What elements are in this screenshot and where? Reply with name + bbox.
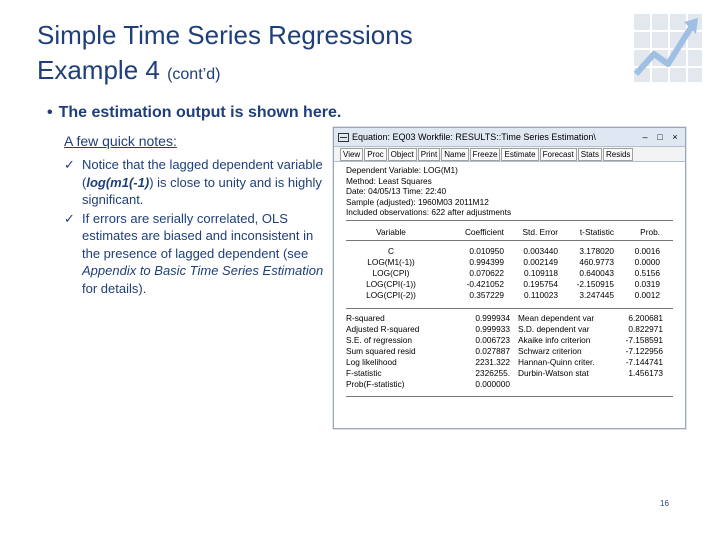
table-row [346, 279, 685, 290]
method: Method: Least Squares [346, 175, 432, 186]
col-prob: Prob. [640, 226, 660, 237]
stat-label: R-squared [346, 312, 385, 323]
cell-coefficient: -0.421052 [466, 278, 504, 289]
stat-label: S.E. of regression [346, 334, 412, 345]
date-time: Date: 04/05/13 Time: 22:40 [346, 186, 447, 196]
cell-t-statistic: 3.178020 [579, 245, 614, 256]
title-line-2: Example 4 [37, 55, 160, 85]
note2-pre: If errors are serially correlated, OLS estimates are biased and inconsistent in the presence of lagged dependent (see [82, 210, 314, 261]
stats-table [346, 313, 685, 390]
note1-emph: log(m1(-1) [86, 174, 150, 190]
maximize-button[interactable]: □ [657, 132, 663, 142]
cell-variable: LOG(CPI) [372, 267, 410, 278]
stat-value: 0.027887 [475, 345, 510, 356]
sample: Sample (adjusted): 1960M03 2011M12 [346, 196, 489, 207]
col-std-error: Std. Error [522, 226, 558, 237]
table-row [346, 368, 685, 379]
cell-prob: 0.5156 [634, 267, 660, 278]
chart-logo-icon [632, 12, 704, 84]
cell-variable: LOG(M1(-1)) [367, 256, 415, 267]
note1-post: ) is close to unity and is highly significant. [82, 174, 322, 207]
main-bullet [47, 104, 341, 122]
stat-label: S.D. dependent var [518, 323, 590, 334]
window-titlebar[interactable] [334, 128, 685, 147]
cell-prob: 0.0012 [634, 289, 660, 300]
proc-button[interactable]: Proc [364, 148, 386, 161]
title-suffix: (cont’d) [167, 66, 221, 83]
window-toolbar [334, 147, 685, 162]
stat-label: Mean dependent var [518, 312, 595, 323]
cell-variable: LOG(CPI(-1)) [366, 278, 416, 289]
page-number: 16 [660, 499, 669, 508]
cell-t-statistic: 0.640043 [579, 267, 614, 278]
table-row [346, 357, 685, 368]
note2-emph: Appendix to Basic Time Series Estimation [82, 263, 324, 278]
close-button[interactable]: × [672, 132, 678, 142]
table-row [346, 324, 685, 335]
table-row [346, 379, 685, 390]
stat-value: 2231.322 [475, 356, 510, 367]
print-button[interactable]: Print [418, 148, 440, 161]
stat-value [602, 379, 663, 390]
cell-std-error: 0.195754 [523, 278, 558, 289]
cell-std-error: 0.109118 [524, 267, 558, 278]
object-button[interactable]: Object [388, 148, 417, 161]
stat-label: Durbin-Watson stat [518, 367, 589, 378]
divider [346, 220, 673, 221]
divider [346, 396, 673, 397]
table-row [346, 257, 685, 268]
stat-value: -7.144741 [625, 356, 663, 367]
note-item [64, 210, 329, 298]
forecast-button[interactable]: Forecast [540, 148, 577, 161]
title-line-2-wrap [37, 53, 597, 92]
check-icon: ✓ [64, 210, 75, 226]
dependent-variable: Dependent Variable: LOG(M1) [346, 165, 458, 175]
note2-post: for details). [82, 280, 147, 296]
stat-label: Akaike info criterion [518, 334, 591, 345]
stat-value: 6.200681 [628, 312, 663, 323]
stat-value: 0.999933 [475, 323, 510, 334]
estimate-button[interactable]: Estimate [501, 148, 538, 161]
stat-value: 1.456173 [628, 367, 663, 378]
cell-t-statistic: 460.9773 [579, 256, 614, 267]
resids-button[interactable]: Resids [603, 148, 633, 161]
stat-value: 0.000000 [475, 378, 510, 389]
coef-table-body [346, 241, 685, 308]
cell-t-statistic: 3.247445 [579, 289, 614, 300]
cell-variable: C [388, 245, 394, 256]
notes-heading: A few quick notes: [64, 133, 177, 149]
stats-button[interactable]: Stats [578, 148, 602, 161]
stat-label: Schwarz criterion [518, 345, 582, 356]
equation-window-icon [338, 133, 349, 142]
stat-value: -7.158591 [625, 334, 663, 345]
table-row [346, 346, 685, 357]
table-row [346, 290, 685, 301]
col-t-statistic: t-Statistic [579, 226, 614, 237]
note-item [64, 156, 329, 209]
bullet-text: The estimation output is shown here. [58, 104, 342, 121]
view-button[interactable]: View [340, 148, 363, 161]
stat-label [510, 379, 602, 390]
slide-title [37, 18, 597, 92]
stat-label: Prob(F-statistic) [346, 378, 405, 389]
stat-label: Log likelihood [346, 356, 397, 367]
stat-label: Sum squared resid [346, 345, 416, 356]
bullet-marker: • [47, 104, 53, 121]
title-line-1: Simple Time Series Regressions [37, 20, 413, 50]
cell-prob: 0.0000 [634, 256, 660, 267]
cell-coefficient: 0.994399 [469, 256, 504, 267]
table-row [346, 246, 685, 257]
cell-std-error: 0.003440 [523, 245, 558, 256]
table-row [346, 313, 685, 324]
stat-label: F-statistic [346, 367, 382, 378]
col-coefficient: Coefficient [464, 226, 504, 237]
cell-t-statistic: -2.150915 [576, 278, 614, 289]
cell-std-error: 0.110023 [524, 289, 558, 300]
name-button[interactable]: Name [441, 148, 468, 161]
table-row [346, 268, 685, 279]
stat-label: Adjusted R-squared [346, 323, 420, 334]
cell-prob: 0.0319 [634, 278, 660, 289]
cell-coefficient: 0.010950 [469, 245, 504, 256]
stat-label: Hannan-Quinn criter. [518, 356, 595, 367]
observations: Included observations: 622 after adjustments [346, 207, 512, 217]
table-row [346, 335, 685, 346]
cell-prob: 0.0016 [634, 245, 660, 256]
coef-table-header [346, 227, 685, 238]
minimize-button[interactable]: – [642, 132, 648, 142]
estimation-output [334, 162, 685, 397]
stat-value: 2326255. [475, 367, 510, 378]
notes-block [64, 133, 329, 298]
window-title: Equation: EQ03 Workfile: RESULTS::Time Series Estimation\ [352, 132, 596, 142]
cell-coefficient: 0.070622 [469, 267, 504, 278]
cell-variable: LOG(CPI(-2)) [366, 289, 416, 300]
stat-value: 0.822971 [628, 323, 663, 334]
cell-coefficient: 0.357229 [469, 289, 504, 300]
freeze-button[interactable]: Freeze [470, 148, 501, 161]
stat-value: -7.122956 [625, 345, 663, 356]
cell-std-error: 0.002149 [523, 256, 558, 267]
divider [346, 308, 673, 309]
eviews-equation-window[interactable] [333, 127, 686, 429]
check-icon: ✓ [64, 157, 75, 172]
stat-value: 0.006723 [475, 334, 510, 345]
col-variable: Variable [376, 226, 406, 237]
stat-value: 0.999934 [475, 312, 510, 323]
note1-pre: Notice that the lagged dependent variable ( [82, 157, 323, 190]
